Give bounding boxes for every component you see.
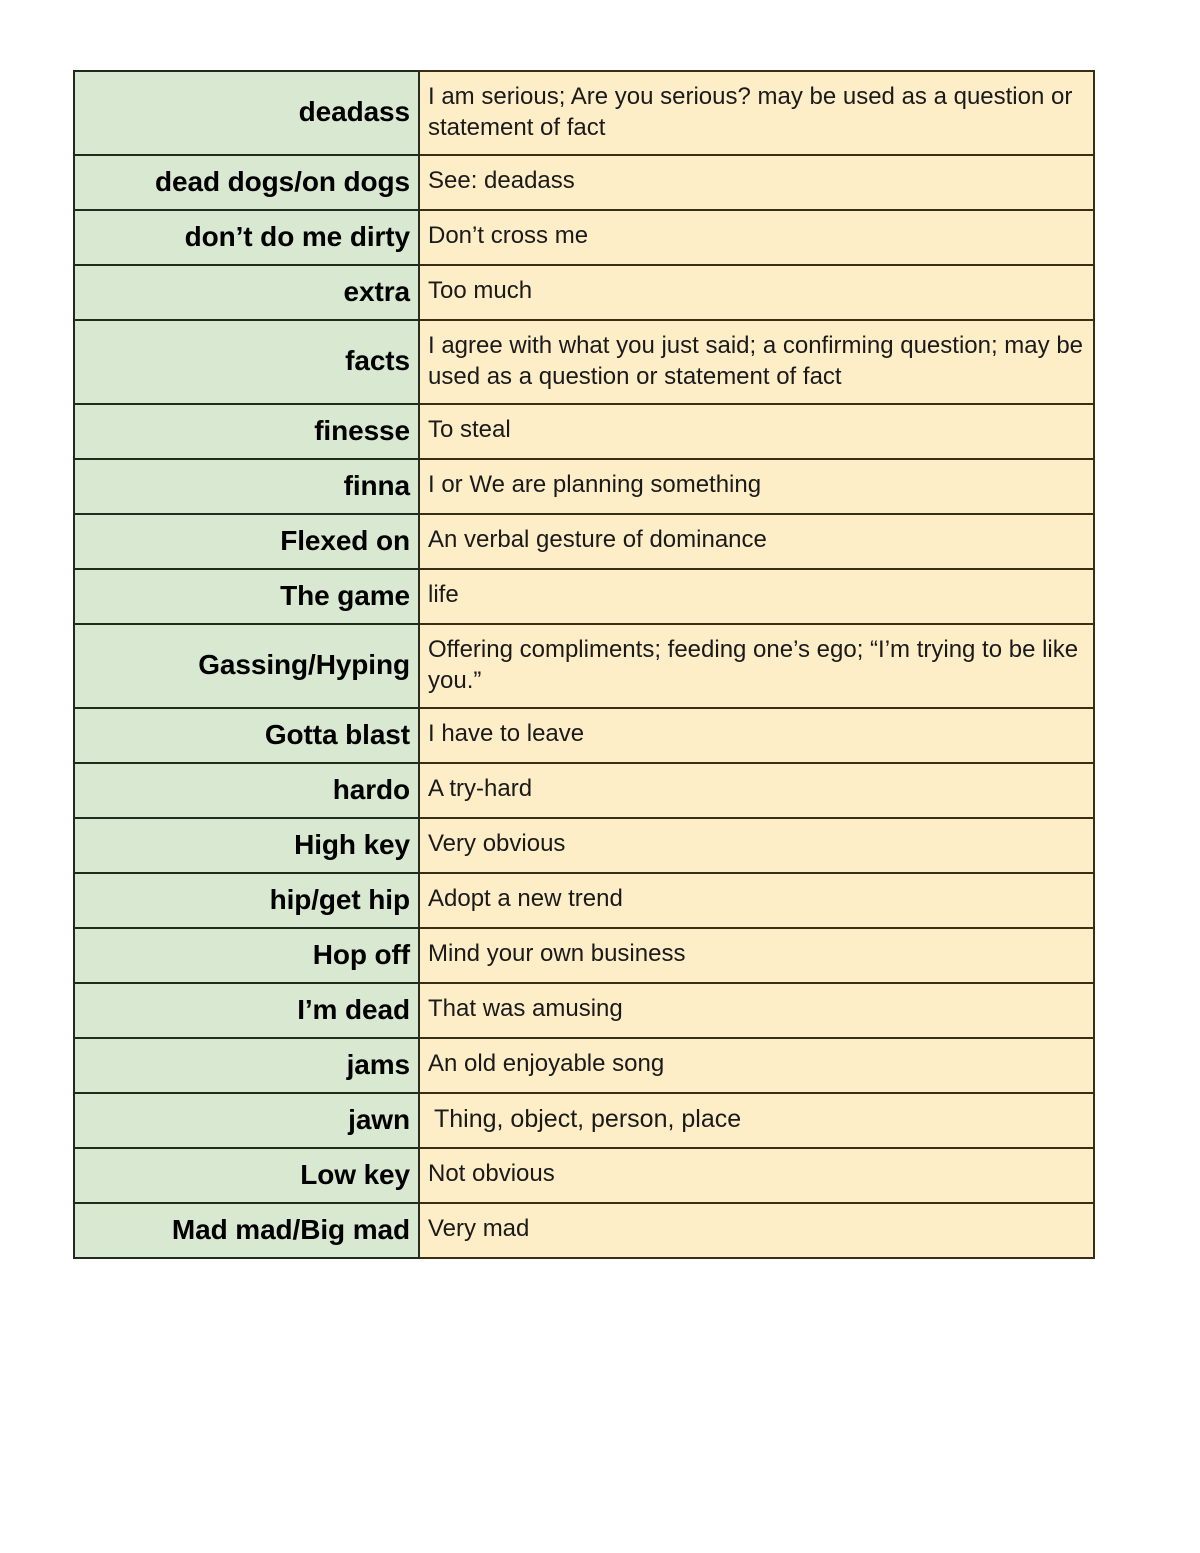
table-row <box>74 210 1094 265</box>
term-cell: I’m dead <box>74 983 419 1038</box>
table-row <box>74 514 1094 569</box>
term-cell: finna <box>74 459 419 514</box>
definition-cell: Don’t cross me <box>419 210 1094 265</box>
table-row <box>74 624 1094 708</box>
definition-cell: life <box>419 569 1094 624</box>
term-cell: Low key <box>74 1148 419 1203</box>
definition-cell: I agree with what you just said; a confirming question; may be used as a question or statement of fact <box>419 320 1094 404</box>
term-cell: don’t do me dirty <box>74 210 419 265</box>
term-cell: dead dogs/on dogs <box>74 155 419 210</box>
table-row <box>74 265 1094 320</box>
table-row <box>74 404 1094 459</box>
definition-cell: That was amusing <box>419 983 1094 1038</box>
term-cell: High key <box>74 818 419 873</box>
table-row <box>74 320 1094 404</box>
definition-cell: I have to leave <box>419 708 1094 763</box>
table-row <box>74 71 1094 155</box>
table-row <box>74 818 1094 873</box>
table-row <box>74 569 1094 624</box>
glossary-table <box>73 70 1095 1259</box>
definition-cell: Very mad <box>419 1203 1094 1258</box>
term-cell: extra <box>74 265 419 320</box>
table-row <box>74 1093 1094 1148</box>
term-cell: Gotta blast <box>74 708 419 763</box>
term-cell: Hop off <box>74 928 419 983</box>
term-cell: facts <box>74 320 419 404</box>
definition-cell: I or We are planning something <box>419 459 1094 514</box>
definition-cell: See: deadass <box>419 155 1094 210</box>
definition-cell: A try-hard <box>419 763 1094 818</box>
term-cell: jams <box>74 1038 419 1093</box>
term-cell: Mad mad/Big mad <box>74 1203 419 1258</box>
definition-cell: Very obvious <box>419 818 1094 873</box>
definition-cell: Thing, object, person, place <box>419 1093 1094 1148</box>
term-cell: The game <box>74 569 419 624</box>
term-cell: deadass <box>74 71 419 155</box>
definition-cell: To steal <box>419 404 1094 459</box>
definition-cell: I am serious; Are you serious? may be used as a question or statement of fact <box>419 71 1094 155</box>
term-cell: finesse <box>74 404 419 459</box>
definition-cell: Too much <box>419 265 1094 320</box>
table-row <box>74 708 1094 763</box>
definition-cell: An old enjoyable song <box>419 1038 1094 1093</box>
table-row <box>74 1148 1094 1203</box>
table-row <box>74 1203 1094 1258</box>
term-cell: hip/get hip <box>74 873 419 928</box>
table-row <box>74 763 1094 818</box>
definition-cell: Offering compliments; feeding one’s ego; “I’m trying to be like you.” <box>419 624 1094 708</box>
term-cell: jawn <box>74 1093 419 1148</box>
glossary-table-body <box>74 71 1094 1258</box>
term-cell: hardo <box>74 763 419 818</box>
definition-cell: An verbal gesture of dominance <box>419 514 1094 569</box>
table-row <box>74 983 1094 1038</box>
definition-cell: Not obvious <box>419 1148 1094 1203</box>
definition-cell: Mind your own business <box>419 928 1094 983</box>
table-row <box>74 459 1094 514</box>
definition-cell: Adopt a new trend <box>419 873 1094 928</box>
table-row <box>74 155 1094 210</box>
table-row <box>74 873 1094 928</box>
term-cell: Flexed on <box>74 514 419 569</box>
term-cell: Gassing/Hyping <box>74 624 419 708</box>
table-row <box>74 1038 1094 1093</box>
table-row <box>74 928 1094 983</box>
